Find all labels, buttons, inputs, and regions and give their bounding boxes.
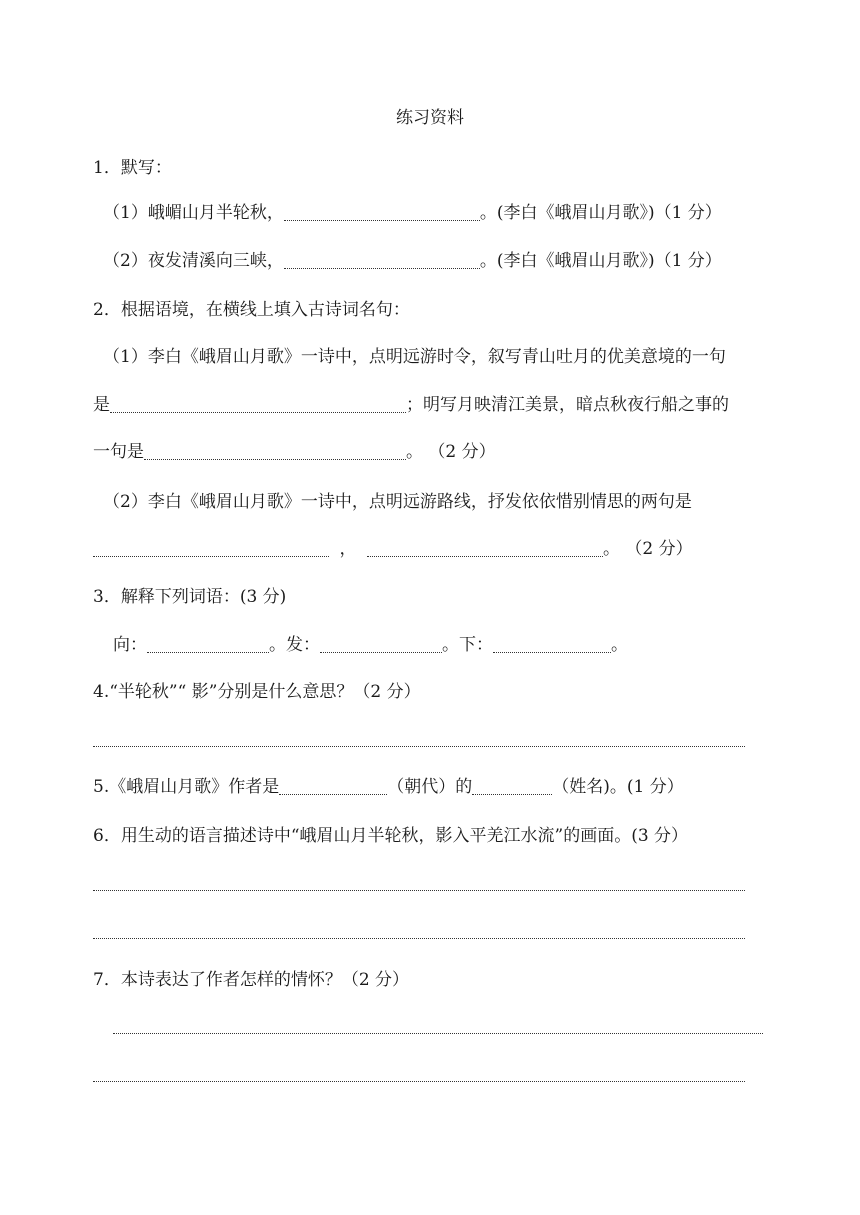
q1-item-1-prompt: （1）峨嵋山月半轮秋， xyxy=(103,203,284,223)
q1-item-2 xyxy=(103,249,722,273)
page-title: 练习资料 xyxy=(396,108,464,128)
q2-sub1-line3-suffix: 。 （2 分） xyxy=(406,442,496,462)
q2-sub1-line3 xyxy=(93,440,496,464)
q5-name-blank[interactable] xyxy=(472,776,552,795)
q3-heading: 3．解释下列词语：(3 分) xyxy=(93,587,287,607)
q5-dynasty-blank[interactable] xyxy=(279,776,387,795)
q7-heading: 7．本诗表达了作者怎样的情怀？（2 分） xyxy=(93,970,410,990)
q6-answer-line-2[interactable] xyxy=(93,938,745,939)
q1-item-1-blank[interactable] xyxy=(284,202,480,221)
q7-answer-line-1[interactable] xyxy=(113,1033,763,1034)
q1-item-1 xyxy=(103,201,722,225)
q2-sub1-line2-suffix: ；明写月映清江美景，暗点秋夜行船之事的 xyxy=(406,395,729,415)
q5-line xyxy=(93,775,684,799)
q5-suffix: （姓名)。(1 分） xyxy=(552,777,684,797)
q5-prefix: 5.《峨眉山月歌》作者是 xyxy=(93,777,280,797)
q2-sub2-blank-2[interactable] xyxy=(367,538,603,557)
q1-item-2-source: 。(李白《峨眉山月歌》)（1 分） xyxy=(479,251,722,271)
q1-item-2-prompt: （2）夜发清溪向三峡， xyxy=(103,251,284,271)
q4-heading: 4.“半轮秋”“ 影”分别是什么意思？（2 分） xyxy=(93,682,421,702)
q3-word-2-blank[interactable] xyxy=(320,634,442,653)
q3-word-3-label: 。下： xyxy=(442,635,493,655)
q2-sub1-blank-1[interactable] xyxy=(110,394,406,413)
q6-heading: 6．用生动的语言描述诗中“峨眉山月半轮秋，影入平羌江水流”的画面。(3 分） xyxy=(93,826,689,846)
q6-answer-line-1[interactable] xyxy=(93,890,745,891)
q3-end: 。 xyxy=(611,635,628,655)
q2-sub1-line2-prefix: 是 xyxy=(93,395,110,415)
q1-heading: 1．默写： xyxy=(93,158,172,178)
q2-sub1-line1: （1）李白《峨眉山月歌》一诗中，点明远游时令，叙写青山吐月的优美意境的一句 xyxy=(103,347,726,367)
q2-sub2-line2 xyxy=(93,537,693,561)
q2-sub2-comma: ， xyxy=(339,539,357,559)
q3-word-3-blank[interactable] xyxy=(493,634,611,653)
q4-answer-line[interactable] xyxy=(93,746,745,747)
q7-answer-line-2[interactable] xyxy=(93,1081,745,1082)
q2-sub2-blank-1[interactable] xyxy=(93,538,329,557)
q3-word-1-blank[interactable] xyxy=(147,634,269,653)
q2-heading: 2．根据语境，在横线上填入古诗词名句： xyxy=(93,300,410,320)
q3-words xyxy=(113,633,628,657)
q3-word-2-label: 。发： xyxy=(269,635,320,655)
q2-sub1-line3-prefix: 一句是 xyxy=(93,442,144,462)
q3-word-1-label: 向： xyxy=(113,635,147,655)
q2-sub1-line2 xyxy=(93,393,729,417)
q1-item-2-blank[interactable] xyxy=(284,250,480,269)
q1-item-1-source: 。(李白《峨眉山月歌》)（1 分） xyxy=(479,203,722,223)
q2-sub1-blank-2[interactable] xyxy=(144,441,406,460)
q2-sub2-line1: （2）李白《峨眉山月歌》一诗中，点明远游路线，抒发依依惜别情思的两句是 xyxy=(103,492,692,512)
q5-middle: （朝代）的 xyxy=(387,777,473,797)
q2-sub2-end: 。 （2 分） xyxy=(603,539,693,559)
